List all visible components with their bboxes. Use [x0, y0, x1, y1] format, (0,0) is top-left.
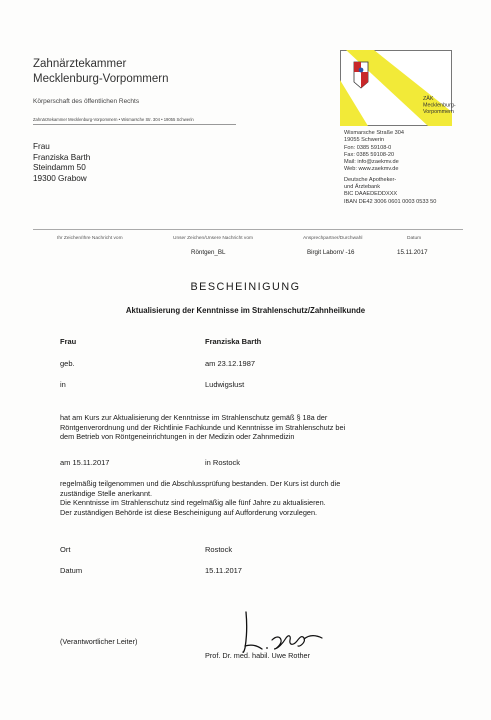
contact-block — [344, 130, 436, 206]
person-salutation: Frau — [60, 337, 77, 346]
our-ref-value: Röntgen_BL — [191, 249, 226, 256]
born-label: geb. — [60, 359, 75, 368]
date-value: 15.11.2017 — [397, 249, 428, 256]
certificate-subtitle: Aktualisierung der Kenntnisse im Strahlenschutz/Zahnheilkunde — [125, 306, 366, 315]
issue-date-label: Datum — [60, 566, 83, 575]
place-value: Rostock — [205, 545, 233, 554]
paragraph-course: hat am Kurs zur Aktualisierung der Kenntnisse im Strahlenschutz gemäß § 18a der Röntgenverordnung und der Richtlinie Fachkunde und Kenntnisse im Strahlenschutz bei dem Betrieb von Röntgeneinrichtungen in der Medizin oder Zahnmedizin — [60, 413, 346, 442]
contact-web: Web: www.zaekmv.de — [344, 166, 399, 173]
recipient-name: Franziska Barth — [33, 152, 91, 162]
sender-line: Zahnärztekammer Mecklenburg-Vorpommern • Wismarsche Str. 304 • 19055 Schwerin — [33, 117, 194, 122]
contact-fax: Fax: 0385 59108-20 — [344, 151, 395, 158]
recipient-street: Steindamm 50 — [33, 163, 86, 173]
zaek-logo — [340, 50, 456, 126]
recipient-city: 19300 Grabow — [33, 173, 87, 183]
course-place: in Rostock — [205, 458, 241, 467]
contact-city: 19055 Schwerin — [344, 137, 385, 144]
logo-text-line1: ZÄK — [423, 96, 434, 102]
person-name: Franziska Barth — [205, 337, 262, 346]
leader-label: (Verantwortlicher Leiter) — [60, 637, 138, 646]
signer-name: Prof. Dr. med. habil. Uwe Rother — [205, 651, 311, 660]
contact-iban: IBAN DE42 3006 0601 0003 0533 50 — [344, 198, 437, 205]
born-value: am 23.12.1987 — [205, 359, 256, 368]
contact-person-value: Birgit Laborn/ -16 — [307, 249, 355, 256]
birthplace-value: Ludwigslust — [205, 380, 245, 389]
logo-text-line2: Mecklenburg- — [423, 102, 456, 109]
birthplace-label: in — [60, 380, 66, 389]
recipient-salutation: Frau — [33, 142, 50, 151]
contact-bic: BIC DAAEDEDDXXX — [344, 191, 398, 198]
your-ref-label: Ihr Zeichen/Ihre Nachricht vom — [57, 236, 123, 241]
org-name-line1: Zahnärztekammer — [33, 58, 127, 70]
contact-bank1: Deutsche Apotheker- — [344, 176, 397, 183]
contact-street: Wismarsche Straße 304 — [344, 130, 404, 136]
org-name-line2: Mecklenburg-Vorpommern — [33, 73, 169, 85]
paragraph-result: regelmäßig teilgenommen und die Abschlussprüfung bestanden. Der Kurs ist durch die zuständige Stelle anerkannt. Die Kenntnisse im Strahlenschutz sind regelmäßig alle fünf Jahre zu aktualisieren. Der zuständigen Behörde ist diese Bescheinigung auf Aufforderung vorzulegen. — [60, 479, 341, 517]
course-date: am 15.11.2017 — [60, 458, 110, 467]
recipient-address — [33, 142, 90, 184]
place-label: Ort — [60, 545, 71, 554]
our-ref-label: Unser Zeichen/Unsere Nachricht vom — [173, 236, 253, 241]
contact-person-label: Ansprechpartner/Durchwahl — [303, 236, 363, 241]
org-subtitle: Körperschaft des öffentlichen Rechts — [33, 98, 140, 105]
contact-mail: Mail: info@zaekmv.de — [344, 159, 399, 166]
logo-text-line3: Vorpommern — [423, 109, 454, 115]
reference-rule — [33, 229, 463, 230]
certificate-title: BESCHEINIGUNG — [190, 281, 301, 293]
contact-fon: Fon: 0385 59108-0 — [344, 144, 392, 151]
sender-rule — [33, 124, 236, 125]
date-label: Datum — [407, 236, 422, 241]
issue-date-value: 15.11.2017 — [205, 566, 242, 575]
contact-bank2: und Ärztebank — [344, 184, 381, 191]
